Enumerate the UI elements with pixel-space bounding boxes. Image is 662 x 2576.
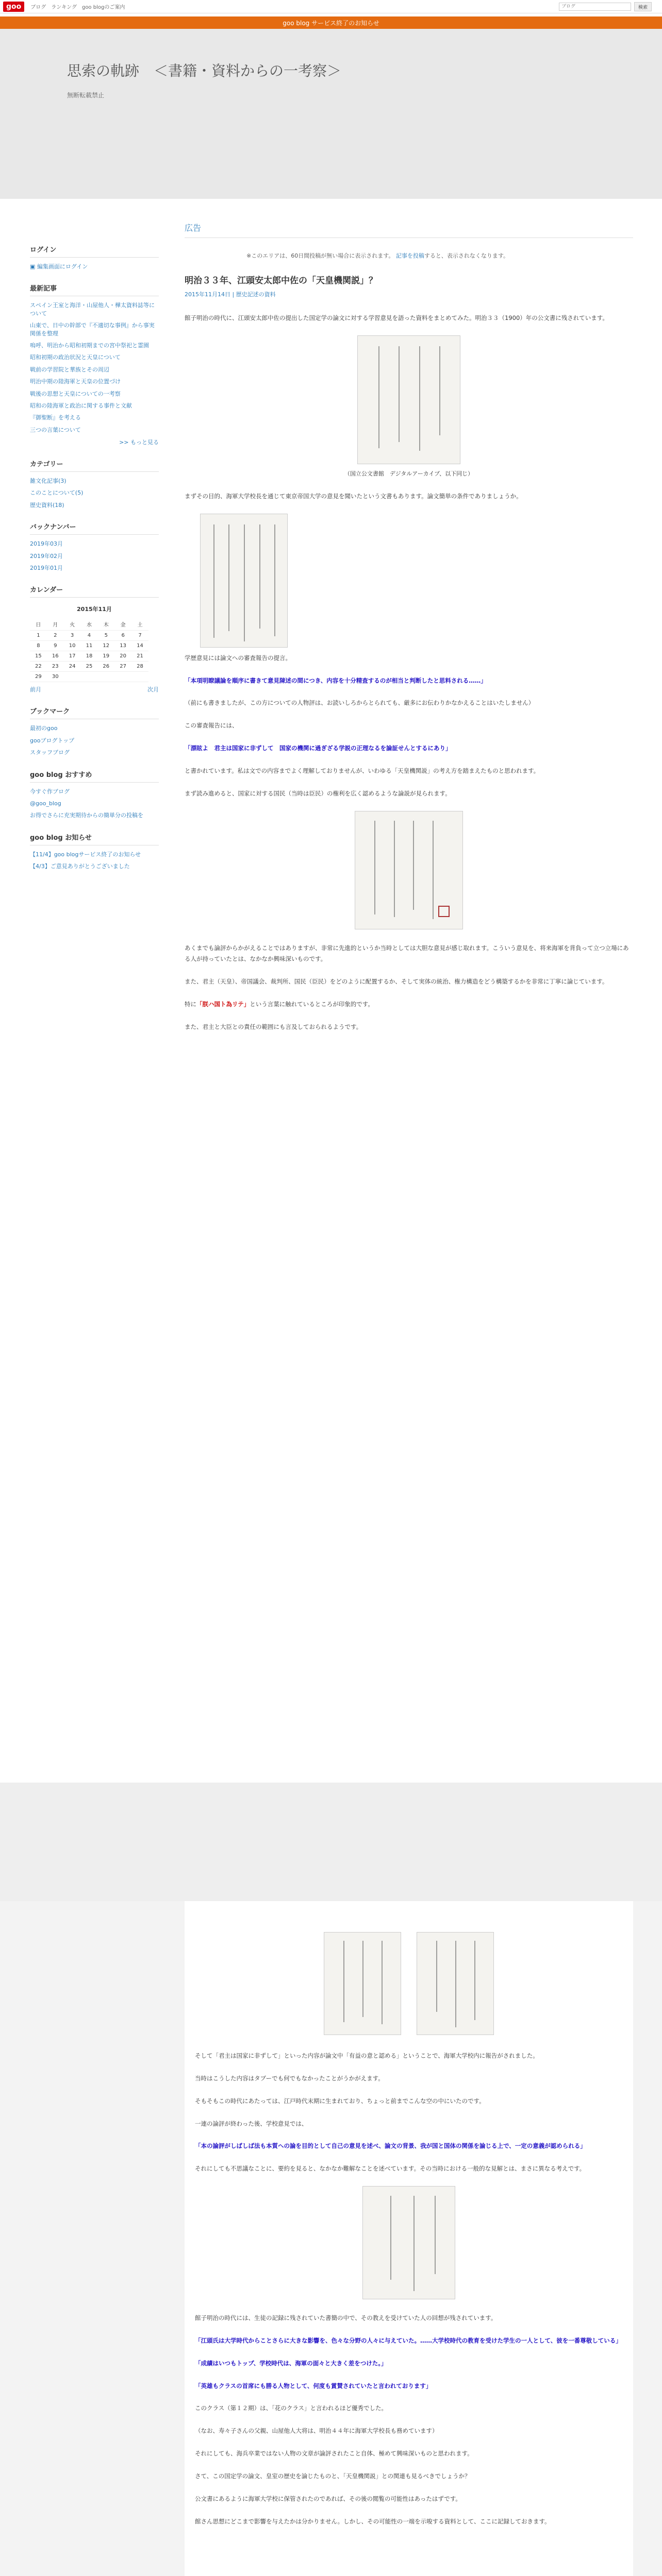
calendar-day: 23 xyxy=(47,662,64,672)
calendar-day: 11 xyxy=(81,641,98,651)
calendar-day xyxy=(97,672,114,682)
recommend-heading: goo blog おすすめ xyxy=(30,769,159,783)
quote: 「本項明瞭議論を順序に書きて意見陳述の間につき、内容を十分精査するのが相当と判断したと思料される……」 xyxy=(185,676,487,684)
calendar-day: 18 xyxy=(81,651,98,662)
calendar-day: 17 xyxy=(64,651,81,662)
top-link-guide[interactable]: goo blogのご案内 xyxy=(81,5,125,10)
document-column xyxy=(436,1941,437,2012)
calendar-day: 30 xyxy=(47,672,64,682)
image-row xyxy=(195,1932,623,2035)
document-column xyxy=(433,821,434,920)
recent-item[interactable]: 『御聖断』を考える xyxy=(30,414,81,421)
calendar-day: 28 xyxy=(131,662,148,672)
seal-stamp xyxy=(438,906,450,917)
document-column xyxy=(343,1941,344,2022)
continued-article xyxy=(185,1901,633,2576)
recent-item[interactable]: スペイン王室と海洋・山屋他人・樺太資料誌等について xyxy=(30,302,155,317)
recent-more-link[interactable]: >> もっと見る xyxy=(119,439,159,446)
document-image xyxy=(417,1932,494,2035)
post-article-link[interactable]: 記事を投稿 xyxy=(395,252,424,259)
bookmark-item[interactable]: スタッフブログ xyxy=(30,749,70,756)
document-image xyxy=(362,2186,455,2299)
paragraph: 館子明治の時代に、江頭安太郎中佐の提出した国定学の論文に対する学習意見を語った資料をまとめてみた。明治３３（1900）年の公文書に残されています。 xyxy=(185,314,608,321)
calendar-day: 2 xyxy=(47,631,64,641)
calendar-day: 14 xyxy=(131,641,148,651)
login-link-label: 編集画面にログイン xyxy=(37,263,88,270)
post-date[interactable]: 2015年11月14日 | 歴史記述の資料 xyxy=(185,291,276,298)
recent-item[interactable]: 昭和初期の政治状況と天皇について xyxy=(30,354,121,361)
calendar-weekday: 金 xyxy=(114,618,131,631)
document-image xyxy=(355,811,463,929)
recent-item[interactable]: 嗚呼、明治から昭和初期までの宮中祭祀と霊園 xyxy=(30,342,149,349)
goo-logo[interactable]: goo xyxy=(3,2,24,12)
calendar-nav xyxy=(30,685,159,693)
quote: 「成績はいつもトップ、学校時代は、海軍の面々と大きく差をつけた。」 xyxy=(195,2359,387,2367)
quote: 「本の論評がしばしば法も本質への論を目的として自己の意見を述べ、論文の背景、我が国と国体の関係を論じる上で、一定の意義が認められる」 xyxy=(195,2142,586,2150)
login-icon: ▣ xyxy=(30,263,37,270)
paragraph: 館子明治の時代には、生徒の記録に残されていた書簡の中で、その教えを受けていた人の回想が残されています。 xyxy=(195,2314,497,2322)
paragraph-tail: という言葉に触れているところが印象的です。 xyxy=(250,1001,374,1008)
paragraph: まずその目的、海軍大学校長を通じて東京帝国大学の意見を聞いたという文書もあります。論文簡単の条件でありましょうか。 xyxy=(185,492,522,500)
paragraph: まず読み進めると、国家に対する国民（当時は臣民）の権利を広く認めるような論説が見られます。 xyxy=(185,789,451,797)
post-title[interactable]: 明治３３年、江頭安太郎中佐の「天皇機関説」？ xyxy=(185,276,377,286)
category-item[interactable]: 雑文化記事(3) xyxy=(30,478,67,485)
bookmark-item[interactable]: gooブログトップ xyxy=(30,737,75,744)
recent-list xyxy=(30,301,159,434)
document-column xyxy=(390,2196,391,2280)
document-column xyxy=(413,821,414,910)
sidebar xyxy=(30,232,159,875)
calendar-week xyxy=(30,662,148,672)
top-bar xyxy=(0,0,662,13)
calendar-day xyxy=(81,672,98,682)
calendar-day: 8 xyxy=(30,641,47,651)
calendar-heading: カレンダー xyxy=(30,584,159,598)
document-column xyxy=(382,1941,383,2024)
calendar-day: 16 xyxy=(47,651,64,662)
news-heading: goo blog お知らせ xyxy=(30,832,159,845)
backnumber-item[interactable]: 2019年03月 xyxy=(30,540,63,548)
document-column xyxy=(419,346,420,451)
bookmark-item[interactable]: 最初のgoo xyxy=(30,725,58,732)
document-column xyxy=(435,2196,436,2275)
recent-item[interactable]: 山東で、日中の幹部で『不適切な事例』から事実関係を整理 xyxy=(30,322,155,337)
calendar-day: 4 xyxy=(81,631,98,641)
calendar-weekday: 日 xyxy=(30,618,47,631)
paragraph: 当時はこうした内容はタブーでも何でもなかったことがうかがえます。 xyxy=(195,2074,384,2082)
top-link-blog[interactable]: ブログ xyxy=(30,5,46,10)
paragraph: （前にも書きましたが、この方についての人物評は、お読いしろからとられても、厳多にお伝わりかなかえることはいたしません） xyxy=(185,699,535,707)
calendar-week xyxy=(30,651,148,662)
blog-header xyxy=(0,29,662,199)
image-caption: （国立公文書館 デジタルアーカイブ、以下同じ） xyxy=(344,470,474,477)
document-column xyxy=(362,1941,363,2018)
calendar xyxy=(30,618,148,682)
inactive-notice-text: ※このエリアは、60日間投稿が無い場合に表示されます。 xyxy=(246,252,394,259)
blog-title[interactable]: 思索の軌跡 ＜書籍・資料からの一考察＞ xyxy=(67,62,342,79)
document-column xyxy=(274,524,275,636)
news-item[interactable]: 【4/3】ご意見ありがとうございました xyxy=(30,863,130,870)
paragraph: このクラス（第１２期）は、「花のクラス」と言われるほど優秀でした。 xyxy=(195,2404,388,2412)
document-column xyxy=(378,346,379,448)
document-column xyxy=(474,1941,475,2020)
calendar-day: 6 xyxy=(114,631,131,641)
recent-item[interactable]: 昭和の陸海軍と政治に関する事件と文献 xyxy=(30,402,132,409)
document-column xyxy=(374,821,375,914)
paragraph: 館さん思想にどこまで影響を与えたかは分かりません。しかし、その可能性の一端を示唆する資料として、ここに記録しておきます。 xyxy=(195,2517,551,2525)
recent-item[interactable]: 明治中期の陸海軍と天皇の位置づけ xyxy=(30,378,121,385)
calendar-weekday: 木 xyxy=(97,618,114,631)
calendar-day: 12 xyxy=(97,641,114,651)
recent-item[interactable]: 戦後の思想と天皇についての一考察 xyxy=(30,390,121,397)
login-heading: ログイン xyxy=(30,244,159,258)
main-content xyxy=(185,222,633,1044)
document-column xyxy=(228,524,229,631)
backnumber-item[interactable]: 2019年01月 xyxy=(30,565,63,572)
calendar-day: 24 xyxy=(64,662,81,672)
calendar-week xyxy=(30,672,148,682)
calendar-week xyxy=(30,641,148,651)
paragraph: 学歴意見には論文への審査報告の提言。 xyxy=(185,654,291,662)
news-item[interactable]: 【11/4】goo blogサービス終了のお知らせ xyxy=(30,851,141,858)
calendar-day: 7 xyxy=(131,631,148,641)
calendar-prev-link[interactable]: 前月 xyxy=(30,686,41,693)
recommend-item[interactable]: お得でさらに充実期待からの簡単分の投稿を xyxy=(30,812,143,819)
document-image xyxy=(357,335,460,464)
calendar-day: 5 xyxy=(97,631,114,641)
calendar-day: 13 xyxy=(114,641,131,651)
search-input[interactable] xyxy=(559,3,631,11)
recent-item[interactable]: 三つの言葉について xyxy=(30,426,81,433)
backnumber-item[interactable]: 2019年02月 xyxy=(30,552,63,560)
quote: 「漂眩よ 君主は国家に非ずして 国家の機関に過ぎざる学説の正理なるを論証せんとするにあり」 xyxy=(185,744,452,752)
document-column xyxy=(439,346,440,436)
calendar-day xyxy=(114,672,131,682)
recent-item[interactable]: 戦前の学習院と華族とその周辺 xyxy=(30,366,109,373)
document-column xyxy=(244,524,245,641)
category-item[interactable]: 歴史資料(18) xyxy=(30,501,64,509)
document-column xyxy=(213,524,214,637)
calendar-day: 27 xyxy=(114,662,131,672)
calendar-day xyxy=(131,672,148,682)
recommend-item[interactable]: 今すぐ作ブログ xyxy=(30,788,70,795)
document-column xyxy=(259,524,260,628)
calendar-day: 1 xyxy=(30,631,47,641)
calendar-weekday: 水 xyxy=(81,618,98,631)
category-heading: カテゴリー xyxy=(30,459,159,472)
paragraph: そして「君主は国家に非ずして」といった内容が論文中「有益の意と認める」ということで、海軍大学校内に報告がされました。 xyxy=(195,2052,539,2059)
document-column xyxy=(455,1941,456,2027)
search-button[interactable]: 検索 xyxy=(634,2,652,11)
paragraph: この審査報告には、 xyxy=(185,722,238,730)
calendar-day xyxy=(64,672,81,682)
calendar-caption: 2015年11月 xyxy=(77,606,112,613)
backnumber-heading: バックナンバー xyxy=(30,521,159,535)
paragraph: あくまでも論評からかがえることではありますが、非常に先進的というか当時としては大胆な意見が感じ取れます。こういう意見を、将来海軍を背負って立つ立場にある人が持っていたとは、なかなか興味深いものです。 xyxy=(185,944,629,963)
highlight-phrase: 「朕ハ国ト為リテ」 xyxy=(196,1001,250,1008)
page-gap xyxy=(0,1783,662,1901)
inactive-notice-tail: すると、表示されなくなります。 xyxy=(424,252,509,259)
calendar-weekdays xyxy=(30,618,148,631)
document-column xyxy=(413,2196,415,2291)
calendar-day: 10 xyxy=(64,641,81,651)
paragraph: と書かれています。私は文での内容までよく理解しておりませんが、いわゆる「天皇機関説」の考え方を踏まえたものと思われます。 xyxy=(185,767,540,774)
calendar-day: 19 xyxy=(97,651,114,662)
calendar-day: 9 xyxy=(47,641,64,651)
calendar-day: 22 xyxy=(30,662,47,672)
calendar-week xyxy=(30,631,148,641)
calendar-day: 3 xyxy=(64,631,81,641)
paragraph: それにしても不思議なことに、要約を見ると、なかなか難解なことを述べています。その当時における一般的な見解とは、まさに異なる考えです。 xyxy=(195,2165,586,2173)
calendar-day: 20 xyxy=(114,651,131,662)
paragraph: それにしても、海兵卒業ではない人物の文章が論評されたこと自体、極めて興味深いものと思われます。 xyxy=(195,2450,473,2458)
ad-label: 広告 xyxy=(185,222,633,238)
quote: 「英雄もクラスの首席にも勝る人物として、何度も賞賛されていたと言われております」 xyxy=(195,2382,432,2389)
paragraph: また、君主と大臣との責任の範囲にも言及しておられるようです。 xyxy=(185,1023,362,1030)
inactive-notice xyxy=(246,251,633,260)
calendar-day: 15 xyxy=(30,651,47,662)
paragraph: 一連の論評が終わった後、学校意見では、 xyxy=(195,2120,308,2127)
calendar-day: 25 xyxy=(81,662,98,672)
document-column xyxy=(399,346,400,442)
calendar-day: 21 xyxy=(131,651,148,662)
calendar-next-link[interactable]: 次月 xyxy=(147,686,159,693)
top-link-ranking[interactable]: ランキング xyxy=(51,5,77,10)
service-notice-link[interactable]: goo blog サービス終了のお知らせ xyxy=(283,19,379,27)
calendar-weekday: 月 xyxy=(47,618,64,631)
login-link[interactable] xyxy=(30,263,159,270)
calendar-day: 29 xyxy=(30,672,47,682)
calendar-weekday: 火 xyxy=(64,618,81,631)
top-links xyxy=(30,3,125,10)
paragraph: 公文書にあるように海軍大学校に保管されたのであれば、その後の閲覧の可能性はあったはずです。 xyxy=(195,2495,461,2502)
paragraph-with-highlight xyxy=(185,999,633,1010)
document-column xyxy=(394,821,395,917)
paragraph: また、君主（天皇）、帝国議会、裁判所、国民（臣民）をどのように配置するか、そして実体の統治、権力構造をどう構築するかを非常に丁寧に論じています。 xyxy=(185,978,608,986)
continued-section xyxy=(0,1901,662,2576)
category-item[interactable]: このことについて(5) xyxy=(30,489,84,497)
bookmark-heading: ブックマーク xyxy=(30,706,159,719)
paragraph: そもそもこの時代にあたっては、江戸時代末期に生まれており、ちょっと前までこんな空の中にいたのです。 xyxy=(195,2097,485,2105)
paragraph: （なお、寿々子さんの父親、山屋他人大将は、明治４４年に海軍大学校長も務めています） xyxy=(195,2427,438,2435)
recommend-item[interactable]: @goo_blog xyxy=(30,800,61,807)
document-image xyxy=(324,1932,401,2035)
service-notice-bar[interactable] xyxy=(0,16,662,29)
calendar-weekday: 土 xyxy=(131,618,148,631)
recent-heading: 最新記事 xyxy=(30,283,159,296)
document-image xyxy=(200,514,288,648)
paragraph-lead: 特に xyxy=(185,1001,196,1008)
blog-subtitle: 無断転載禁止 xyxy=(67,92,105,99)
quote: 「江頭氏は大学時代からことさらに大きな影響を、色々な分野の人々に与えていた。……大学校時代の教育を受けた学生の一人として、彼を一番尊敬している」 xyxy=(195,2336,622,2344)
calendar-day: 26 xyxy=(97,662,114,672)
paragraph: さて、この国定学の論文、皇室の歴史を論じたものと、「天皇機関説」との関連も見るべきでしょうか？ xyxy=(195,2472,471,2480)
